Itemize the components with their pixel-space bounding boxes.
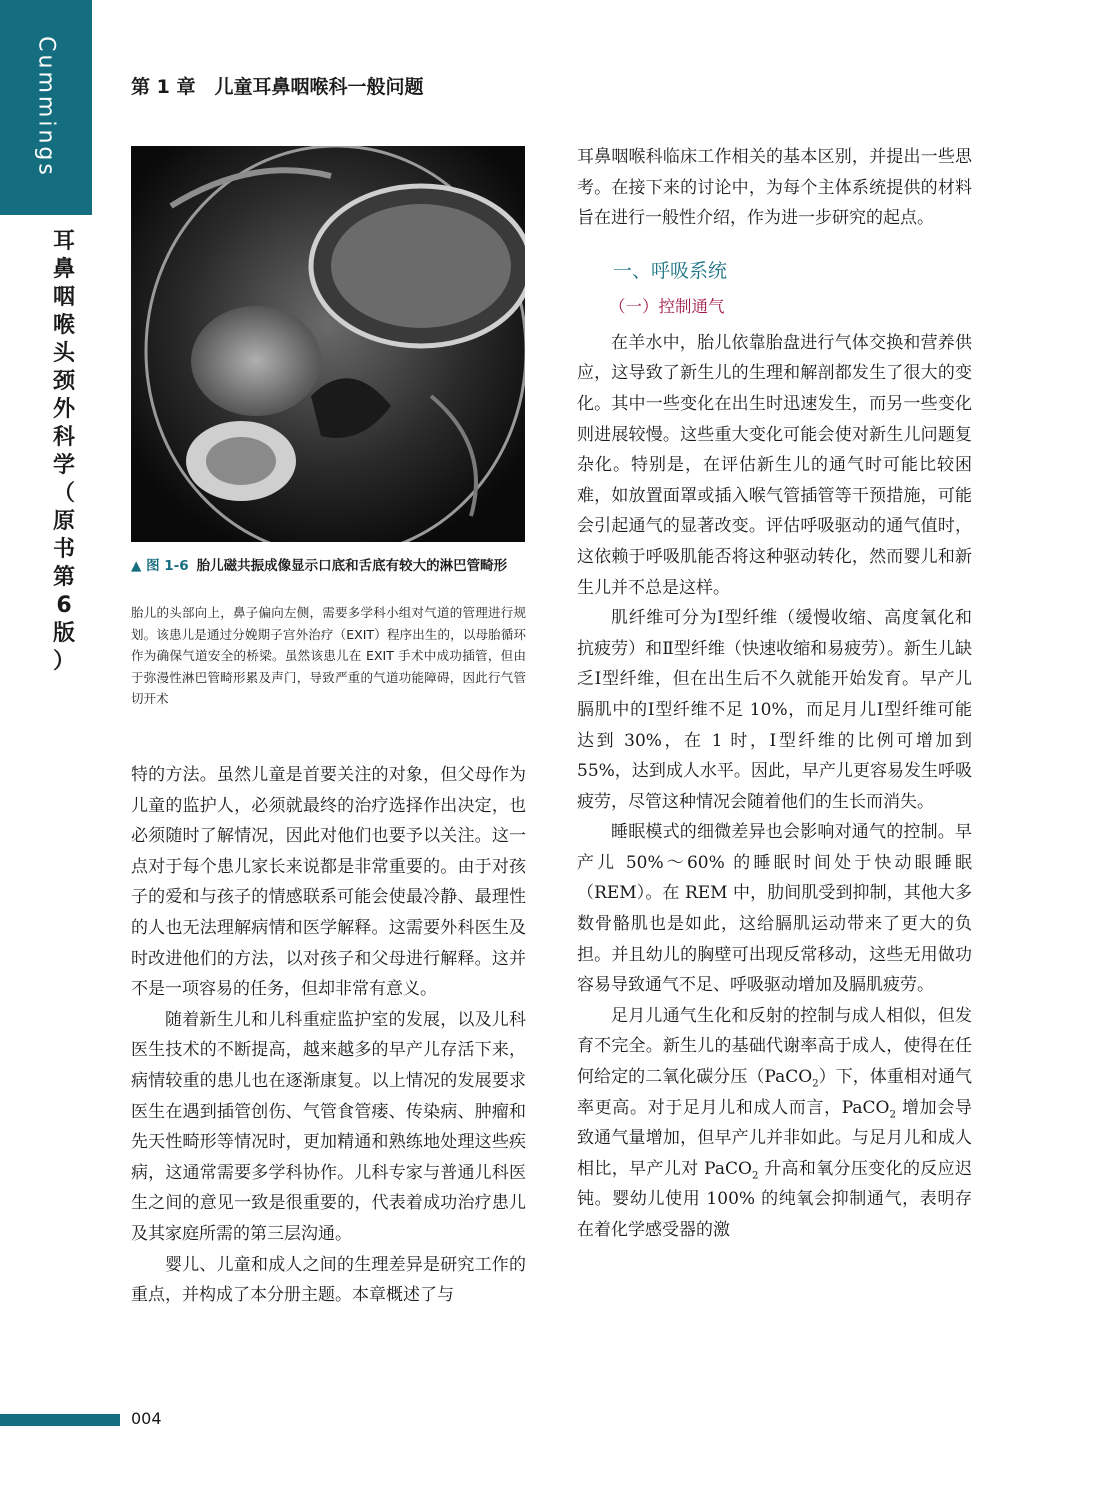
book-title-char: 6 <box>56 593 72 618</box>
book-title-char: 科 <box>52 425 75 450</box>
mri-figure-image <box>131 146 525 542</box>
left-paragraph-3: 婴儿、儿童和成人之间的生理差异是研究工作的重点，并构成了本分册主题。本章概述了与 <box>131 1254 526 1306</box>
book-title-char: 耳 <box>52 229 75 254</box>
right-paragraph-1: 在羊水中，胎儿依靠胎盘进行气体交换和营养供应，这导致了新生儿的生理和解剖都发生了很大的变化。其中一些变化在出生时迅速发生，而另一些变化则进展较慢。这些重大变化可能会使对新生儿问题复杂化。特别是，在评估新生儿的通气时可能比较困难，如放置面罩或插入喉气管插管等干预措施，可能会引起通气的显著改变。评估呼吸驱动的通气值时，这依赖于呼吸肌能否将这种驱动转化，然而婴儿和新生儿并不总是这样。 <box>577 332 972 598</box>
right-column <box>577 142 972 1246</box>
series-title: Cummings <box>33 36 59 178</box>
book-title-char: 书 <box>52 537 75 562</box>
figure-caption-body: 胎儿的头部向上，鼻子偏向左侧，需要多学科小组对气道的管理进行规划。该患儿是通过分娩期子宫外治疗（EXIT）程序出生的，以母胎循环作为确保气道安全的桥梁。虽然该患儿在 EXIT 手术中成功插管，但由于弥漫性淋巴管畸形累及声门，导致严重的气道功能障碍，因此行气管切开术 <box>131 605 526 706</box>
book-title-char: 咽 <box>52 285 75 310</box>
book-title-char: 喉 <box>52 313 75 338</box>
left-paragraph-2: 随着新生儿和儿科重症监护室的发展，以及儿科医生技术的不断提高，越来越多的早产儿存活下来，病情较重的患儿也在逐渐康复。以上情况的发展要求医生在遇到插管创伤、气管食管瘘、传染病、肿瘤和先天性畸形等情况时，更加精通和熟练地处理这些疾病，这通常需要多学科协作。儿科专家与普通儿科医生之间的意见一致是很重要的，代表着成功治疗患儿及其家庭所需的第三层沟通。 <box>131 1009 526 1244</box>
book-title-char: ） <box>52 649 75 674</box>
book-title-char: 鼻 <box>52 257 75 282</box>
subsection-heading: （一）控制通气 <box>609 296 725 316</box>
chapter-title: 第 1 章 儿童耳鼻咽喉科一般问题 <box>131 76 424 98</box>
book-title-char: 外 <box>52 397 75 422</box>
sidebar-band <box>0 0 92 215</box>
book-title-char: 版 <box>52 621 75 646</box>
book-title-char: 原 <box>52 509 75 534</box>
book-title-char: 头 <box>52 341 75 366</box>
right-paragraph-4: 足月儿通气生化和反射的控制与成人相似，但发育不完全。新生儿的基础代谢率高于成人，使得在任何给定的二氧化碳分压（PaCO$_2$）下，体重相对通气率更高。对于足月儿和成人而言，PaCO$_2$ 增加会导致通气量增加，但早产儿并非如此。与足月儿和成人相比，早产儿对 PaCO$_2$ 升高和氧分压变化的反应迟钝。婴幼儿使用 100% 的纯氧会抑制通气，表明存在着化学感受器的激 <box>577 1005 972 1240</box>
book-title-vertical <box>44 228 84 676</box>
page-number: 004 <box>131 1409 162 1428</box>
figure-title: 胎儿磁共振成像显示口底和舌底有较大的淋巴管畸形 <box>196 558 508 574</box>
book-title-char: 学 <box>52 453 75 478</box>
right-intro-paragraph: 耳鼻咽喉科临床工作相关的基本区别，并提出一些思考。在接下来的讨论中，为每个主体系统提供的材料旨在进行一般性介绍，作为进一步研究的起点。 <box>577 147 972 229</box>
section-heading: 一、呼吸系统 <box>613 259 728 282</box>
right-paragraph-2: 肌纤维可分为Ⅰ型纤维（缓慢收缩、高度氧化和抗疲劳）和Ⅱ型纤维（快速收缩和易疲劳）。新生儿缺乏Ⅰ型纤维，但在出生后不久就能开始发育。早产儿膈肌中的Ⅰ型纤维不足 10%，而足月儿Ⅰ型纤维可能达到 30%，在 1 时，Ⅰ型纤维的比例可增加到 55%，达到成人水平。因此，早产儿更容易发生呼吸疲劳，尽管这种情况会随着他们的生长而消失。 <box>577 608 972 812</box>
book-title-char: （ <box>52 481 75 506</box>
figure-label: ▲ 图 1-6 <box>131 558 189 574</box>
book-title-char: 第 <box>52 565 75 590</box>
right-paragraph-3: 睡眠模式的细微差异也会影响对通气的控制。早产儿 50%～60% 的睡眠时间处于快动眼睡眠（REM）。在 REM 中，肋间肌受到抑制，其他大多数骨骼肌也是如此，这给膈肌运动带来了更大的负担。并且幼儿的胸壁可出现反常移动，这些无用做功容易导致通气不足、呼吸驱动增加及膈肌疲劳。 <box>577 822 972 996</box>
left-column <box>131 760 526 1311</box>
figure-caption-title <box>131 556 526 577</box>
book-title-char: 颈 <box>52 369 75 394</box>
footer-bar <box>0 1414 120 1426</box>
left-paragraph-1: 特的方法。虽然儿童是首要关注的对象，但父母作为儿童的监护人，必须就最终的治疗选择作出决定，也必须随时了解情况，因此对他们也要予以关注。这一点对于每个患儿家长来说都是非常重要的。由于对孩子的爱和与孩子的情感联系可能会使最冷静、最理性的人也无法理解病情和医学解释。这需要外科医生及时改进他们的方法，以对孩子和父母进行解释。这并不是一项容易的任务，但却非常有意义。 <box>131 765 526 1000</box>
